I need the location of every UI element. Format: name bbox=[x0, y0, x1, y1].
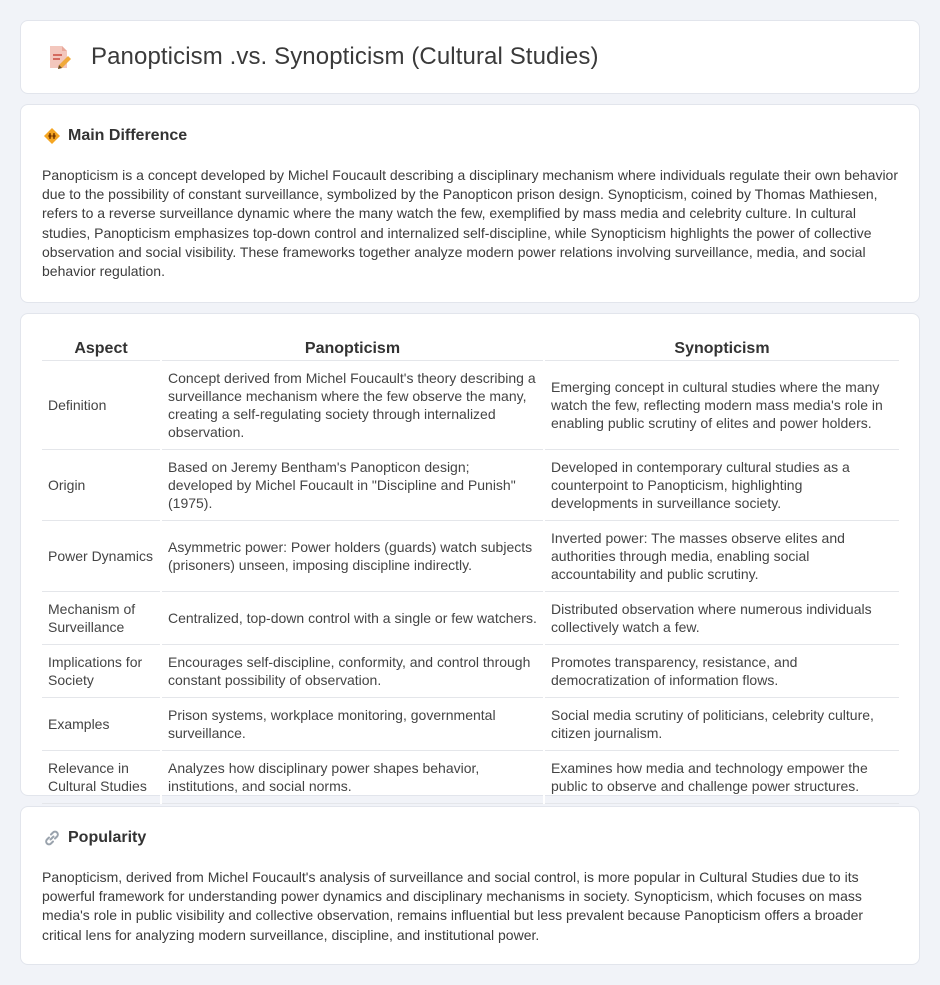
popularity-heading: Popularity bbox=[68, 829, 147, 846]
main-difference-heading: Main Difference bbox=[68, 127, 188, 144]
popularity-header bbox=[43, 829, 146, 847]
aspect-cell: Implications for Society bbox=[42, 644, 161, 697]
title-row bbox=[45, 43, 599, 71]
comparison-table bbox=[42, 334, 899, 804]
table-row bbox=[42, 750, 899, 803]
column-header-panopticism: Panopticism bbox=[161, 334, 544, 360]
panopticism-cell: Analyzes how disciplinary power shapes behavior, institutions, and social norms. bbox=[161, 750, 544, 803]
panopticism-cell: Encourages self-discipline, conformity, and control through constant possibility of observation. bbox=[161, 644, 544, 697]
panopticism-cell: Based on Jeremy Bentham's Panopticon design; developed by Michel Foucault in "Discipline and Punish" (1975). bbox=[161, 449, 544, 520]
aspect-cell: Origin bbox=[42, 449, 161, 520]
popularity-text: Panopticism, derived from Michel Foucault's analysis of surveillance and social control, is more popular in Cultural Studies due to its powerful framework for understanding power dynamics and disciplinary mechanisms in society. Synopticism, which focuses on mass media's role in public visibility and collective observation, remains influential but less prevalent because Panopticism offers a broader critical lens for analyzing modern surveillance, discipline, and institutional power. bbox=[42, 869, 864, 943]
synopticism-cell: Developed in contemporary cultural studies as a counterpoint to Panopticism, highlighting developments in surveillance society. bbox=[544, 449, 899, 520]
synopticism-cell: Emerging concept in cultural studies where the many watch the few, reflecting modern mass media's role in enabling public scrutiny of elites and power holders. bbox=[544, 360, 899, 449]
panopticism-cell: Asymmetric power: Power holders (guards) watch subjects (prisoners) unseen, imposing discipline indirectly. bbox=[161, 520, 544, 591]
main-difference-text: Panopticism is a concept developed by Michel Foucault describing a disciplinary mechanism where individuals regulate their own behavior due to the possibility of constant surveillance, symbolized by the Panopticon prison design. Synopticism, coined by Thomas Mathiesen, refers to a reverse surveillance dynamic where the many watch the few, exemplified by mass media and celebrity culture. In cultural studies, Panopticism emphasizes top-down control and internalized self-discipline, while Synopticism highlights the power of collective observation and social visibility. These frameworks together analyze modern power relations involving surveillance, media, and social behavior regulation. bbox=[42, 167, 899, 280]
synopticism-cell: Inverted power: The masses observe elites and authorities through media, enabling social accountability and public scrutiny. bbox=[544, 520, 899, 591]
document-pen-icon bbox=[45, 43, 73, 71]
main-difference-card bbox=[20, 104, 920, 303]
synopticism-cell: Promotes transparency, resistance, and democratization of information flows. bbox=[544, 644, 899, 697]
aspect-cell: Definition bbox=[42, 360, 161, 449]
panopticism-cell: Concept derived from Michel Foucault's theory describing a surveillance mechanism where the few observe the many, creating a self-regulating society through internalized observation. bbox=[161, 360, 544, 449]
table-row bbox=[42, 644, 899, 697]
column-header-synopticism: Synopticism bbox=[544, 334, 899, 360]
table-row bbox=[42, 360, 899, 449]
popularity-card bbox=[20, 806, 920, 965]
table-row bbox=[42, 591, 899, 644]
table-row bbox=[42, 520, 899, 591]
diamond-sign-icon bbox=[43, 127, 61, 145]
page-title: Panopticism .vs. Synopticism (Cultural Studies) bbox=[91, 43, 599, 70]
synopticism-cell: Distributed observation where numerous individuals collectively watch a few. bbox=[544, 591, 899, 644]
link-icon bbox=[43, 829, 61, 847]
aspect-cell: Mechanism of Surveillance bbox=[42, 591, 161, 644]
title-card bbox=[20, 20, 920, 94]
aspect-cell: Power Dynamics bbox=[42, 520, 161, 591]
synopticism-cell: Examines how media and technology empower the public to observe and challenge power structures. bbox=[544, 750, 899, 803]
table-header-row bbox=[42, 334, 899, 360]
comparison-card bbox=[20, 313, 920, 796]
aspect-cell: Relevance in Cultural Studies bbox=[42, 750, 161, 803]
panopticism-cell: Centralized, top-down control with a single or few watchers. bbox=[161, 591, 544, 644]
synopticism-cell: Social media scrutiny of politicians, celebrity culture, citizen journalism. bbox=[544, 697, 899, 750]
panopticism-cell: Prison systems, workplace monitoring, governmental surveillance. bbox=[161, 697, 544, 750]
column-header-aspect: Aspect bbox=[42, 334, 161, 360]
main-difference-header bbox=[43, 127, 187, 145]
table-row bbox=[42, 449, 899, 520]
table-row bbox=[42, 697, 899, 750]
aspect-cell: Examples bbox=[42, 697, 161, 750]
